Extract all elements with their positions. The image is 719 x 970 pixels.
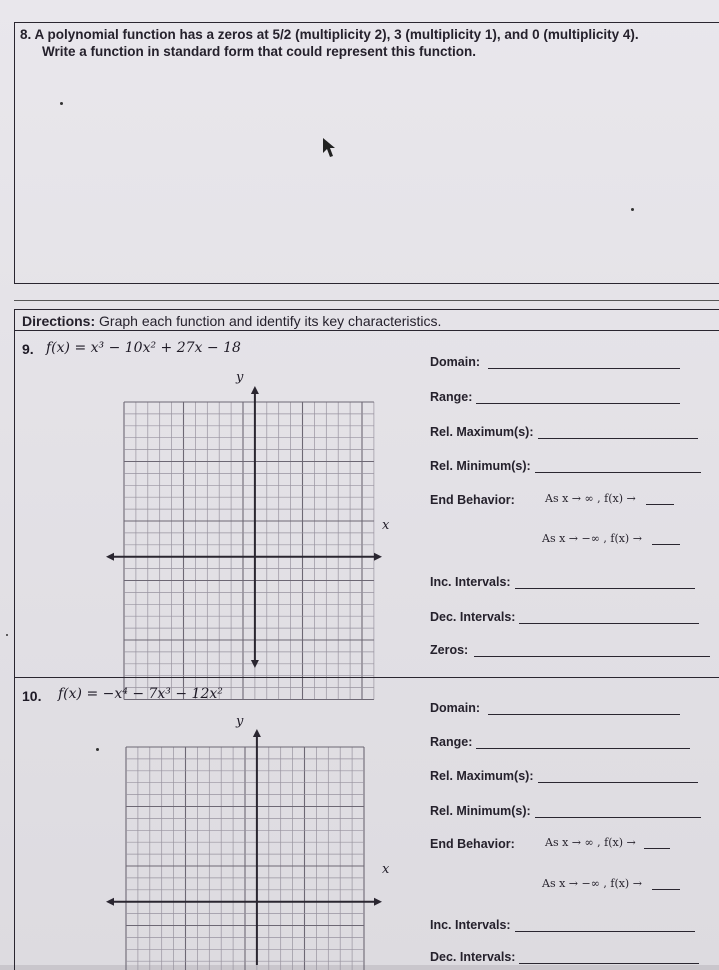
q10-eb-neg-text: As x → −∞ , f(x) → — [542, 877, 642, 890]
q9-domain-label: Domain: — [430, 355, 480, 369]
q9-inc-label: Inc. Intervals: — [430, 575, 511, 589]
q10-range-label: Range: — [430, 735, 473, 749]
question-9-coordinate-grid[interactable] — [110, 370, 390, 670]
directions-text: Graph each function and identify its key characteristics. — [99, 313, 442, 329]
q10-end-behavior-pos[interactable] — [545, 836, 670, 849]
y-axis-up-arrow-icon — [253, 729, 261, 737]
grid-lines — [126, 747, 364, 970]
mouse-cursor-icon — [321, 137, 337, 159]
y-axis-up-arrow-icon — [251, 386, 259, 394]
question-10-number: 10. — [22, 688, 42, 704]
x-axis-right-arrow-icon — [374, 553, 382, 561]
q9-end-behavior-pos[interactable] — [545, 492, 674, 505]
q9-zeros-field[interactable] — [430, 643, 710, 657]
q10-dec-label: Dec. Intervals: — [430, 950, 516, 964]
q9-eb-neg-text: As x → −∞ , f(x) → — [542, 532, 642, 545]
question-8-number: 8. — [20, 27, 32, 42]
q9-rel-min-field[interactable] — [430, 459, 701, 473]
q10-domain-label: Domain: — [430, 701, 480, 715]
speck-mark — [60, 102, 63, 105]
q9-rel-max-field[interactable] — [430, 425, 698, 439]
question-8-answer-box — [14, 22, 719, 284]
question-9-y-axis-label: y — [236, 370, 244, 385]
q10-domain-field[interactable] — [430, 701, 680, 715]
question-10-x-axis-label: x — [382, 862, 390, 877]
q10-rel-min-field[interactable] — [430, 804, 701, 818]
q9-range-field[interactable] — [430, 390, 680, 404]
question-8-prompt — [20, 26, 710, 60]
x-axis-right-arrow-icon — [374, 898, 382, 906]
grid-lines — [124, 402, 374, 700]
q9-inc-field[interactable] — [430, 575, 695, 589]
question-8-line-1: A polynomial function has a zeros at 5/2 (multiplicity 2), 3 (multiplicity 1), and 0 (multiplicity 4). — [34, 27, 639, 42]
q10-dec-field[interactable] — [430, 950, 699, 964]
q9-end-behavior-label: End Behavior: — [430, 493, 515, 507]
q9-rel-min-label: Rel. Minimum(s): — [430, 459, 531, 473]
q9-end-behavior-neg[interactable] — [542, 532, 680, 545]
q9-zeros-label: Zeros: — [430, 643, 469, 657]
question-9-number: 9. — [22, 341, 34, 357]
q10-inc-label: Inc. Intervals: — [430, 918, 511, 932]
section-separator — [14, 300, 719, 301]
q10-inc-field[interactable] — [430, 918, 695, 932]
q10-eb-pos-text: As x → ∞ , f(x) → — [545, 836, 636, 849]
question-divider — [14, 677, 719, 678]
speck-mark — [631, 208, 634, 211]
q9-domain-field[interactable] — [430, 355, 680, 369]
question-10-y-axis-label: y — [236, 714, 244, 729]
q10-rel-max-field[interactable] — [430, 769, 698, 783]
directions-underline — [14, 330, 719, 331]
q10-rel-min-label: Rel. Minimum(s): — [430, 804, 531, 818]
q9-rel-max-label: Rel. Maximum(s): — [430, 425, 534, 439]
q10-end-behavior-label: End Behavior: — [430, 837, 515, 851]
question-10-coordinate-grid[interactable] — [110, 713, 390, 965]
q9-eb-pos-text: As x → ∞ , f(x) → — [545, 492, 636, 505]
q9-range-label: Range: — [430, 390, 473, 404]
q10-end-behavior-neg[interactable] — [542, 877, 680, 890]
q10-range-field[interactable] — [430, 735, 690, 749]
q10-rel-max-label: Rel. Maximum(s): — [430, 769, 534, 783]
directions-label: Directions: — [22, 313, 96, 329]
question-10-function: f(x) = −x⁴ − 7x³ − 12x² — [58, 686, 223, 702]
q9-dec-label: Dec. Intervals: — [430, 610, 516, 624]
q9-dec-field[interactable] — [430, 610, 699, 624]
question-8-line-2: Write a function in standard form that could represent this function. — [42, 44, 477, 59]
question-9-function: f(x) = x³ − 10x² + 27x − 18 — [46, 340, 241, 356]
speck-mark — [96, 748, 99, 751]
question-9-x-axis-label: x — [382, 518, 390, 533]
directions-line — [22, 313, 441, 329]
speck-mark — [6, 634, 8, 636]
